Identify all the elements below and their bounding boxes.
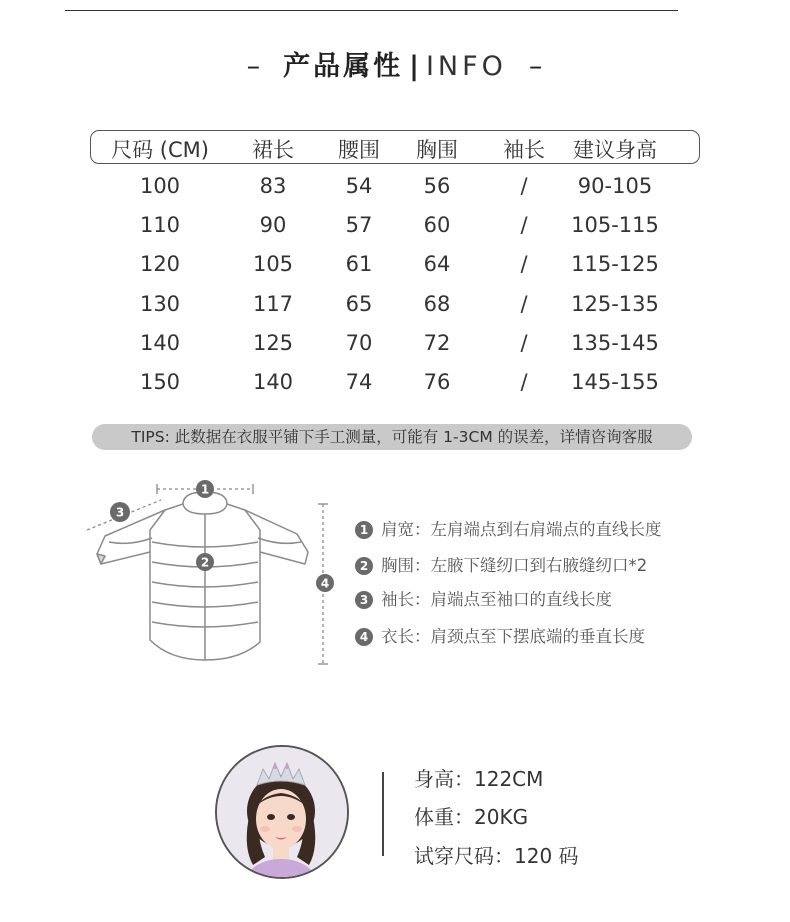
table-cell: 125-135	[571, 292, 659, 316]
table-cell: /	[520, 213, 528, 237]
table-cell: 100	[139, 174, 181, 198]
table-cell: 65	[345, 292, 373, 316]
marker-4-label: 4	[320, 576, 330, 591]
model-height: 身高：122CM	[414, 767, 544, 791]
number-badge: 4	[355, 628, 373, 646]
heading-title-en: INFO	[425, 51, 507, 82]
table-cell: 60	[423, 213, 451, 237]
table-cell: /	[520, 174, 528, 198]
girl-with-tiara-icon	[217, 747, 347, 877]
table-cell: /	[520, 370, 528, 394]
table-cell: 90	[259, 213, 287, 237]
number-badge: 3	[355, 591, 373, 609]
table-cell: 72	[423, 331, 451, 355]
measurement-text: 胸围：左腋下缝纫口到右腋缝纫口*2	[381, 556, 648, 575]
table-cell: 61	[345, 252, 373, 276]
measurement-item-length	[355, 623, 715, 645]
top-divider	[65, 10, 678, 11]
table-cell: /	[520, 292, 528, 316]
marker-1-label: 1	[200, 482, 210, 497]
column-header-skirt-length: 裙长	[252, 138, 294, 162]
table-cell: 57	[345, 213, 373, 237]
table-cell: 56	[423, 174, 451, 198]
table-cell: 83	[259, 174, 287, 198]
measurement-item-chest	[355, 552, 715, 574]
column-header-chest: 胸围	[416, 138, 458, 162]
table-cell: 145-155	[571, 370, 659, 394]
column-header-size: 尺码 (CM)	[111, 138, 209, 162]
number-badge: 2	[355, 557, 373, 575]
table-cell: 105-115	[571, 213, 659, 237]
table-cell: 117	[252, 292, 294, 316]
heading-dash-right: –	[528, 51, 544, 82]
table-cell: 54	[345, 174, 373, 198]
table-cell: 150	[139, 370, 181, 394]
column-header-waist: 腰围	[338, 138, 380, 162]
measurement-text: 衣长：肩颈点至下摆底端的垂直长度	[381, 627, 645, 646]
table-cell: 90-105	[577, 174, 653, 198]
table-cell: 74	[345, 370, 373, 394]
heading-title-cn: 产品属性	[283, 51, 404, 82]
column-header-sleeve: 袖长	[503, 138, 545, 162]
model-size: 试穿尺码：120 码	[414, 844, 579, 868]
measurement-text: 肩宽：左肩端点到右肩端点的直线长度	[381, 520, 662, 539]
number-badge: 1	[355, 521, 373, 539]
column-header-height: 建议身高	[573, 138, 657, 162]
table-cell: 68	[423, 292, 451, 316]
table-cell: 64	[423, 252, 451, 276]
marker-3-label: 3	[115, 505, 125, 520]
table-cell: 140	[139, 331, 181, 355]
table-cell: 110	[139, 213, 181, 237]
table-cell: 135-145	[571, 331, 659, 355]
table-cell: 70	[345, 331, 373, 355]
model-divider	[382, 772, 384, 856]
table-cell: 125	[252, 331, 294, 355]
tips-banner: TIPS: 此数据在衣服平铺下手工测量，可能有 1-3CM 的误差，详情咨询客服	[92, 424, 692, 450]
table-cell: /	[520, 331, 528, 355]
measurement-item-shoulder	[355, 516, 715, 538]
table-cell: 105	[252, 252, 294, 276]
heading-dash-left: –	[246, 51, 262, 82]
table-cell: 76	[423, 370, 451, 394]
model-avatar	[215, 745, 349, 879]
table-cell: 115-125	[571, 252, 659, 276]
heading-separator: |	[409, 51, 420, 82]
marker-2-label: 2	[200, 555, 210, 570]
coat-measurement-diagram-icon	[75, 470, 350, 675]
table-cell: /	[520, 252, 528, 276]
page-heading	[0, 44, 790, 83]
table-cell: 120	[139, 252, 181, 276]
measurement-text: 袖长：肩端点至袖口的直线长度	[381, 590, 612, 609]
table-cell: 130	[139, 292, 181, 316]
measurement-item-sleeve	[355, 586, 715, 608]
model-weight: 体重：20KG	[414, 805, 529, 829]
table-cell: 140	[252, 370, 294, 394]
